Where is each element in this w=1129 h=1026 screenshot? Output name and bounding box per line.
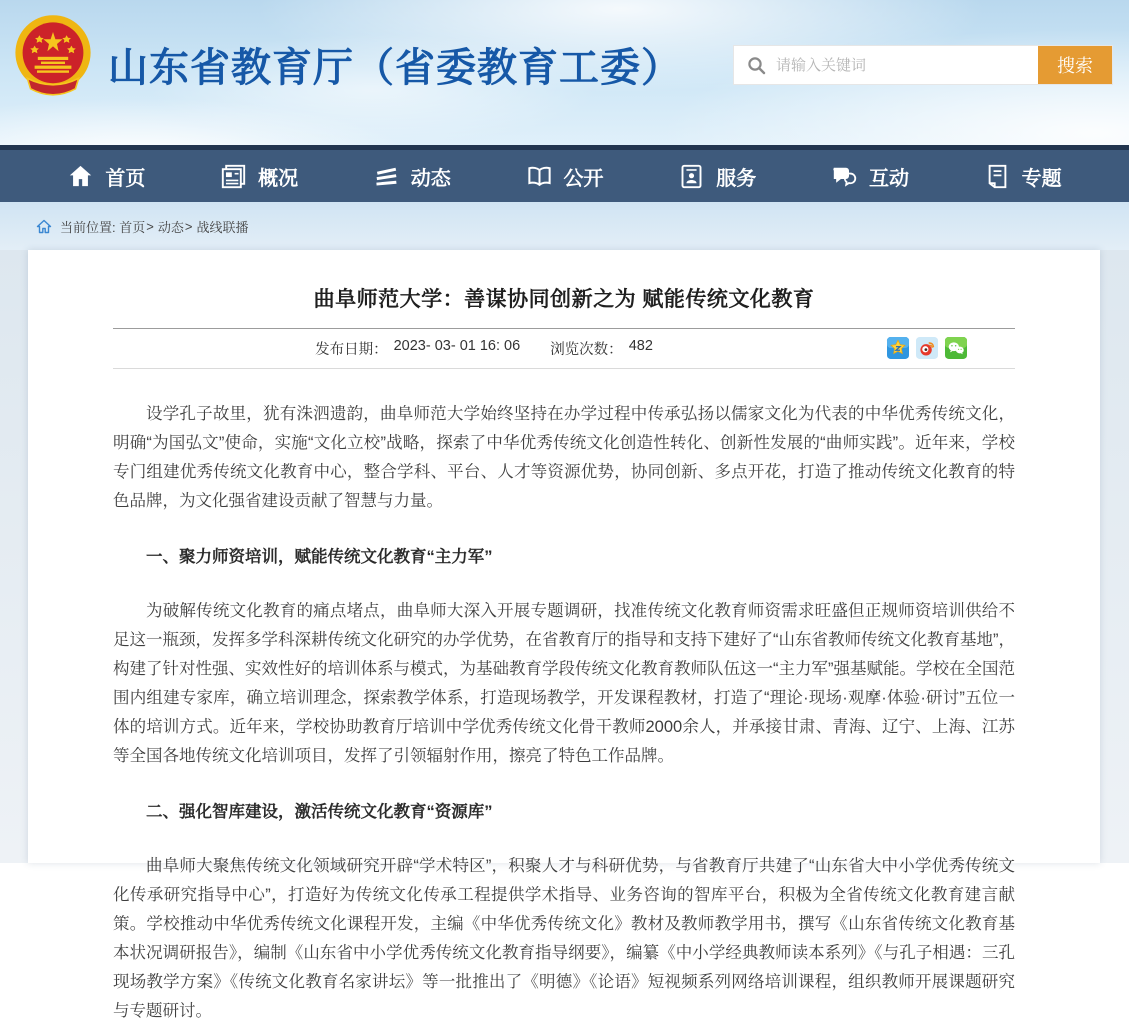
- nav-item-overview[interactable]: [183, 150, 336, 202]
- service-card-icon: [678, 163, 705, 190]
- paragraph-2: 为破解传统文化教育的痛点堵点，曲阜师大深入开展专题调研，找准传统文化教育师资需求旺盛但正规师资培训供给不足这一瓶颈，发挥多学科深耕传统文化研究的办学优势，在省教育厅的指导和支持下建好了“山东省教师传统文化教育基地”，构建了针对性强、实效性好的培训体系与模式，为基础教育学段传统文化教育教师队伍这一“主力军”强基赋能。学校在全国范围内组建专家库，确立培训理念，探索教学体系，打造现场教学，开发课程教材，打造了“理论·现场·观摩·体验·研讨”五位一体的培训方式。近年来，学校协助教育厅培训中学优秀传统文化骨干教师2000余人，并承接甘肃、青海、辽宁、上海、江苏等全国各地传统文化培训项目，发挥了引领辐射作用，擦亮了特色工作品牌。: [113, 602, 1015, 765]
- publish-date-value: 2023- 03- 01 16: 06: [393, 338, 521, 354]
- overview-icon: [220, 163, 247, 190]
- nav-label: 首页: [105, 167, 146, 190]
- breadcrumb-prefix: 当前位置:: [60, 219, 116, 235]
- site-header: [0, 0, 1129, 145]
- nav-item-service[interactable]: [641, 150, 794, 202]
- site-search: [733, 45, 1113, 85]
- share-buttons: [887, 337, 967, 359]
- main-nav: [0, 150, 1129, 202]
- breadcrumb-page[interactable]: 战线联播: [196, 219, 249, 235]
- open-book-icon: [526, 163, 553, 190]
- search-icon: [747, 56, 766, 75]
- search-button[interactable]: 搜索: [1038, 46, 1112, 84]
- weibo-share-icon[interactable]: [916, 337, 938, 359]
- section-heading-1: 一、聚力师资培训，赋能传统文化教育“主力军”: [146, 548, 493, 566]
- nav-label: 公开: [563, 167, 604, 190]
- nav-item-news[interactable]: [335, 150, 488, 202]
- page-background: [0, 250, 1129, 1020]
- nav-label: 服务: [716, 167, 757, 190]
- nav-label: 专题: [1021, 167, 1062, 190]
- breadcrumb-home[interactable]: 首页: [119, 219, 146, 235]
- publish-date-label: 发布日期：: [315, 342, 388, 358]
- breadcrumb-home-icon: [36, 219, 52, 234]
- breadcrumb-section[interactable]: 动态: [157, 219, 184, 235]
- nav-item-home[interactable]: [30, 150, 183, 202]
- breadcrumb: [0, 202, 1129, 250]
- breadcrumb-separator: >: [146, 218, 154, 234]
- views-value: 482: [628, 338, 653, 354]
- chat-bubbles-icon: [831, 163, 858, 190]
- nav-item-topics[interactable]: [946, 150, 1099, 202]
- views-label: 浏览次数：: [550, 342, 623, 358]
- home-icon: [67, 163, 94, 190]
- paragraph-1: 设学孔子故里，犹有洙泗遗韵，曲阜师范大学始终坚持在办学过程中传承弘扬以儒家文化为代表的中华优秀传统文化，明确“为国弘文”使命，实施“文化立校”战略，探索了中华优秀传统文化创造性转化、创新性发展的“曲师实践”。近年来，学校专门组建优秀传统文化教育中心，整合学科、平台、人才等资源优势，协同创新、多点开花，打造了推动传统文化教育的特色品牌，为文化强省建设贡献了智慧与力量。: [113, 405, 1015, 510]
- wechat-share-icon[interactable]: [945, 337, 967, 359]
- qzone-share-icon[interactable]: [887, 337, 909, 359]
- article-title: 曲阜师范大学：善谋协同创新之为 赋能传统文化教育: [313, 288, 815, 311]
- topics-doc-icon: [984, 163, 1011, 190]
- nav-item-interact[interactable]: [794, 150, 947, 202]
- nav-label: 互动: [868, 167, 909, 190]
- section-heading-2: 二、强化智库建设，激活传统文化教育“资源库”: [146, 803, 493, 821]
- nav-label: 动态: [410, 167, 451, 190]
- paragraph-3: 曲阜师大聚焦传统文化领域研究开辟“学术特区”，积聚人才与科研优势，与省教育厅共建了“山东省大中小学优秀传统文化传承研究指导中心”，打造好为传统文化传承工程提供学术指导、业务咨询的智库平台，积极为全省传统文化教育建言献策。学校推动中华优秀传统文化课程开发，主编《中华优秀传统文化》教材及教师教学用书，撰写《山东省传统文化教育基本状况调研报告》，编制《山东省中小学优秀传统文化教育指导纲要》，编纂《中小学经典教师读本系列》《与孔子相遇：三孔现场教学方案》《传统文化教育名家讲坛》等一批推出了《明德》《论语》短视频系列网络培训课程，组织教师开展课题研究与专题研讨。: [113, 857, 1015, 1020]
- news-stack-icon: [373, 163, 400, 190]
- nav-label: 概况: [258, 167, 299, 190]
- national-emblem-logo: [13, 10, 93, 102]
- article-meta: [28, 329, 1100, 368]
- search-input[interactable]: [734, 46, 1038, 84]
- article-card: [28, 250, 1100, 1020]
- article-body: [28, 369, 1100, 1026]
- breadcrumb-separator: >: [184, 218, 193, 234]
- site-title: 山东省教育厅（省委教育工委）: [108, 46, 682, 90]
- nav-item-open[interactable]: [488, 150, 641, 202]
